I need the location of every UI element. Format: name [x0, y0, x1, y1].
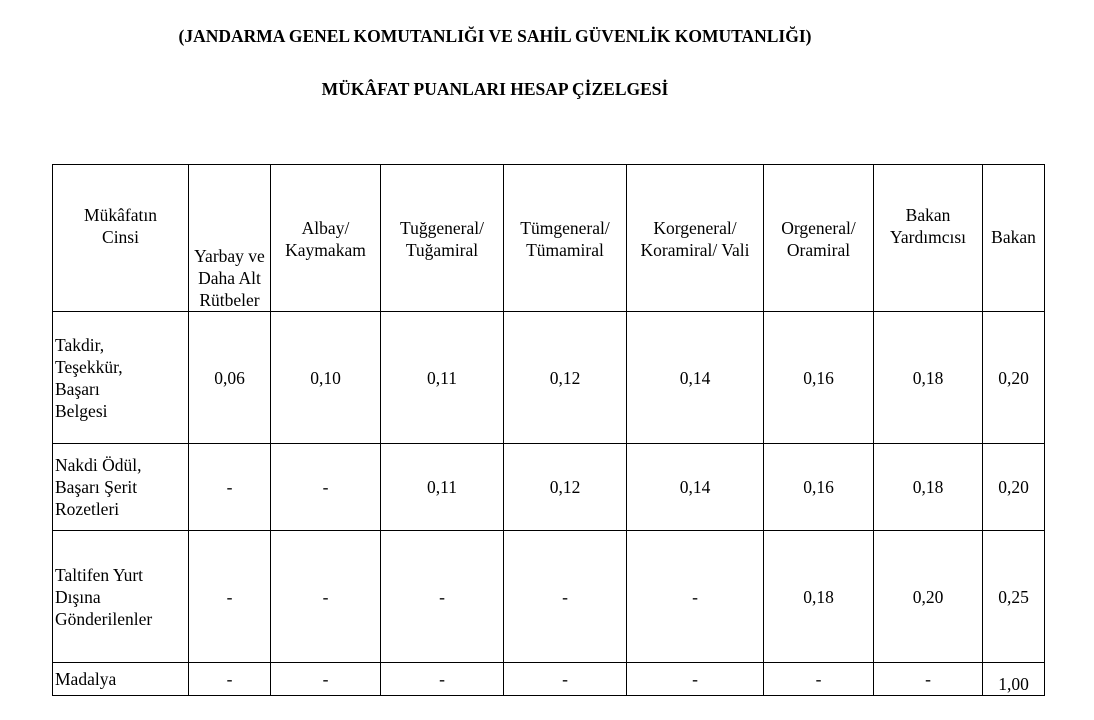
table-cell: -: [874, 663, 983, 696]
table-cell: -: [271, 444, 381, 531]
table-cell: 0,14: [627, 312, 764, 444]
header-reward-type: Mükâfatın Cinsi: [53, 165, 189, 312]
row-label: Takdir, Teşekkür, Başarı Belgesi: [53, 312, 189, 444]
table-cell: 0,12: [504, 444, 627, 531]
table-cell: 0,12: [504, 312, 627, 444]
table-cell: 0,14: [627, 444, 764, 531]
table-cell: 0,16: [764, 444, 874, 531]
table-cell: 0,16: [764, 312, 874, 444]
header-tuggeneral: Tuğgeneral/ Tuğamiral: [381, 165, 504, 312]
table-cell: -: [189, 444, 271, 531]
table-cell: 0,25: [983, 531, 1045, 663]
table-cell: -: [504, 531, 627, 663]
table-cell: -: [189, 531, 271, 663]
header-bakan-yardimcisi: Bakan Yardımcısı: [874, 165, 983, 312]
table-row: [53, 531, 1045, 663]
header-korgeneral: Korgeneral/ Koramiral/ Vali: [627, 165, 764, 312]
table-row: [53, 663, 1045, 696]
header-tumgeneral: Tümgeneral/ Tümamiral: [504, 165, 627, 312]
table-cell: 0,18: [874, 444, 983, 531]
table-cell: 0,20: [983, 312, 1045, 444]
table-row: [53, 444, 1045, 531]
table-cell: 0,20: [874, 531, 983, 663]
table-cell: 1,00: [983, 663, 1045, 696]
row-label: Taltifen Yurt Dışına Gönderilenler: [53, 531, 189, 663]
row-label: Madalya: [53, 663, 189, 696]
table-cell: -: [627, 531, 764, 663]
table-cell: -: [381, 663, 504, 696]
table-cell: -: [764, 663, 874, 696]
header-yarbay: Yarbay ve Daha Alt Rütbeler: [189, 165, 271, 312]
table-cell: 0,10: [271, 312, 381, 444]
table-cell: -: [381, 531, 504, 663]
header-orgeneral: Orgeneral/ Oramiral: [764, 165, 874, 312]
table-cell: -: [271, 663, 381, 696]
table-cell: -: [271, 531, 381, 663]
reward-points-table: [52, 164, 1045, 696]
table-cell: 0,18: [874, 312, 983, 444]
table-title: MÜKÂFAT PUANLARI HESAP ÇİZELGESİ: [321, 79, 669, 99]
table-cell: 0,20: [983, 444, 1045, 531]
table-cell: -: [627, 663, 764, 696]
table-cell: 0,06: [189, 312, 271, 444]
table-cell: -: [189, 663, 271, 696]
row-label: Nakdi Ödül, Başarı Şerit Rozetleri: [53, 444, 189, 531]
table-cell: 0,18: [764, 531, 874, 663]
document-heading: (JANDARMA GENEL KOMUTANLIĞI VE SAHİL GÜVENLİK KOMUTANLIĞI): [178, 26, 812, 46]
table-row: [53, 312, 1045, 444]
table-cell: -: [504, 663, 627, 696]
table-cell: 0,11: [381, 312, 504, 444]
table-header-row: [53, 165, 1045, 312]
header-albay: Albay/ Kaymakam: [271, 165, 381, 312]
header-bakan: Bakan: [983, 165, 1045, 312]
table-cell: 0,11: [381, 444, 504, 531]
